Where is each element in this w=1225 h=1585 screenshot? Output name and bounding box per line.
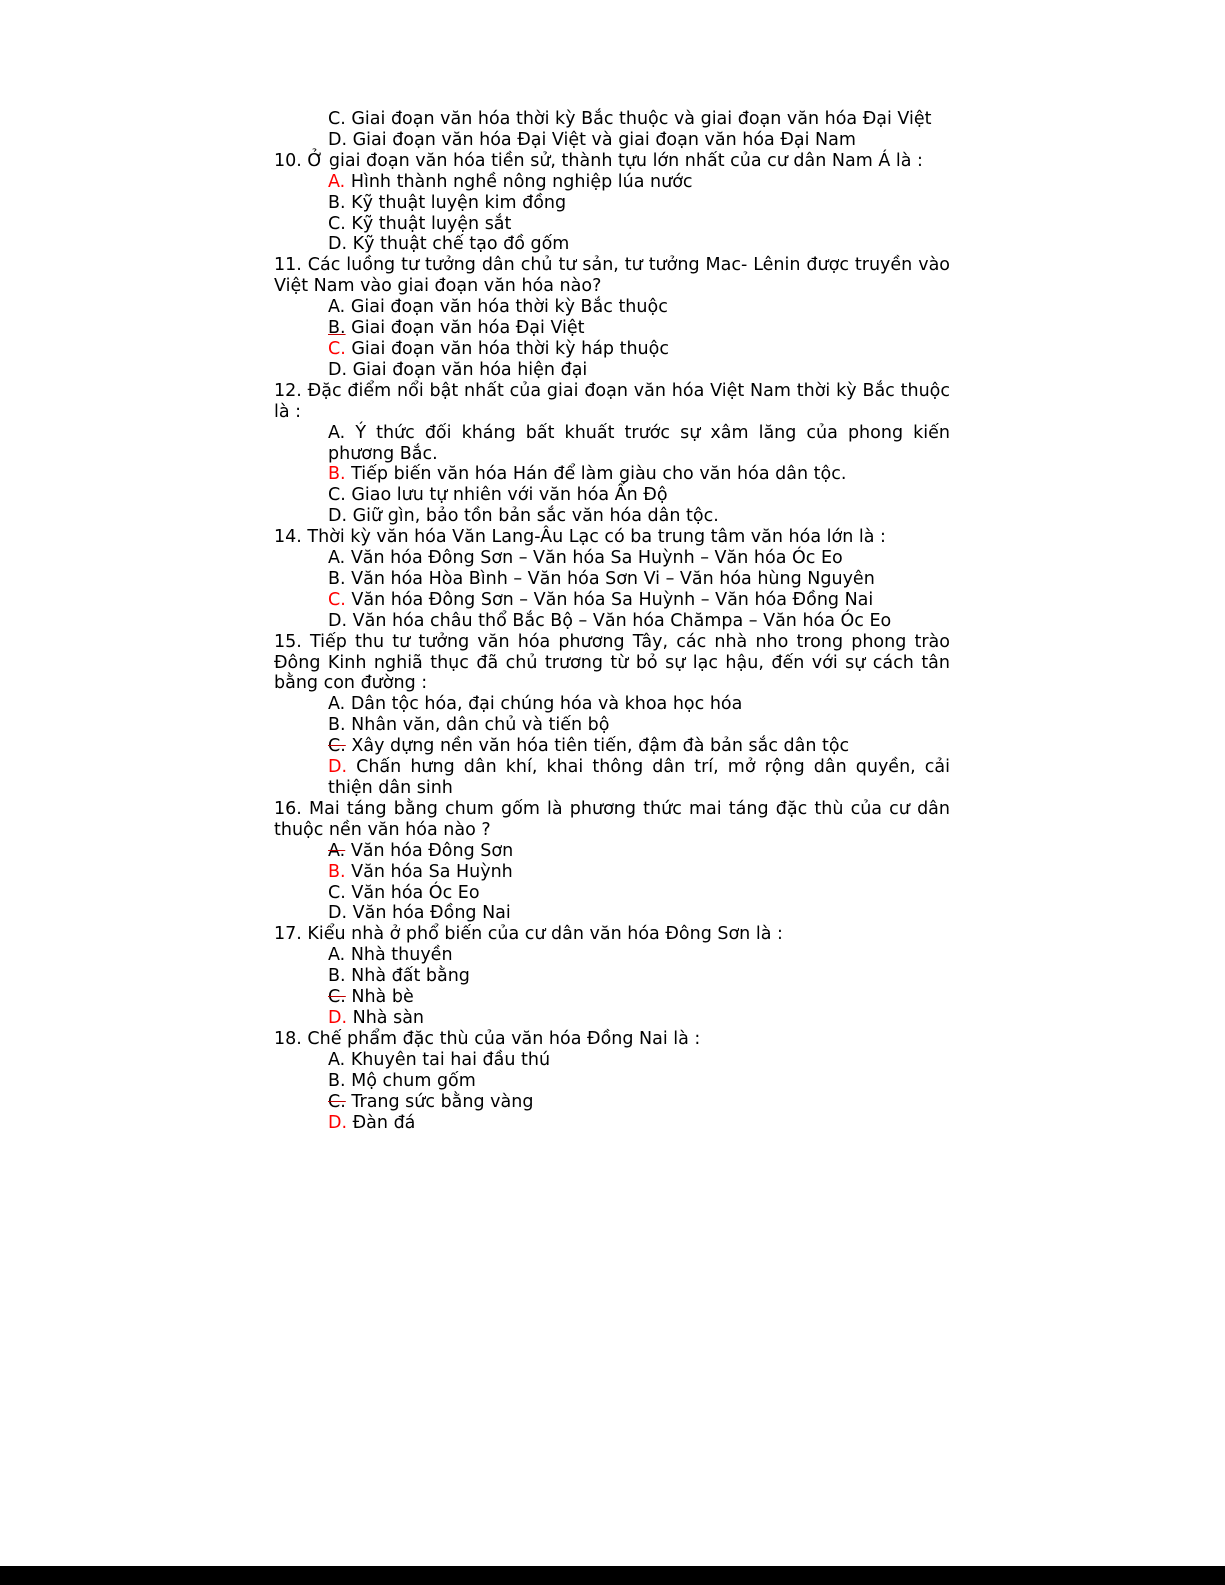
answer-option — [328, 423, 950, 465]
option-key: C. — [328, 1091, 346, 1112]
option-key: B. — [328, 192, 346, 213]
option-key: D. — [328, 506, 348, 527]
option-text: Đàn đá — [352, 1112, 416, 1133]
option-text: Trang sức bằng vàng — [351, 1091, 534, 1112]
option-key: D. — [328, 1007, 348, 1028]
question-text: 12. Đặc điểm nổi bật nhất của giai đoạn văn hóa Việt Nam thời kỳ Bắc thuộc là : — [274, 380, 950, 422]
option-key: C. — [328, 338, 346, 359]
question-text: 11. Các luồng tư tưởng dân chủ tư sản, tư tưởng Mac- Lênin được truyền vào Việt Nam vào giai đoạn văn hóa nào? — [274, 255, 950, 297]
answer-option — [328, 360, 950, 381]
option-key: A. — [328, 694, 346, 715]
answer-option — [328, 297, 950, 318]
answer-option — [328, 130, 950, 151]
option-key: D. — [328, 1112, 348, 1133]
option-key: C. — [328, 987, 346, 1008]
option-key: D. — [328, 129, 348, 150]
answer-option — [328, 883, 950, 904]
option-key: D. — [328, 903, 348, 924]
answer-option — [328, 903, 950, 924]
option-text: Kỹ thuật luyện sắt — [351, 213, 512, 234]
option-text: Giai đoạn văn hóa Đại Việt và giai đoạn văn hóa Đại Nam — [352, 129, 856, 150]
option-text: Văn hóa Hòa Bình – Văn hóa Sơn Vi – Văn hóa hùng Nguyên — [351, 568, 875, 589]
option-key: A. — [328, 171, 346, 192]
option-key: C. — [328, 736, 346, 757]
option-key: C. — [328, 589, 346, 610]
answer-option — [328, 339, 950, 360]
answer-option — [328, 590, 950, 611]
answer-option — [328, 109, 950, 130]
question-text: 15. Tiếp thu tư tưởng văn hóa phương Tây, các nhà nho trong phong trào Đông Kinh nghiã thục đã chủ trương từ bỏ sự lạc hậu, đến với sự cách tân bằng con đường : — [274, 631, 950, 694]
answer-option — [328, 736, 950, 757]
option-text: Nhà sàn — [352, 1007, 425, 1028]
option-text: Tiếp biến văn hóa Hán để làm giàu cho văn hóa dân tộc. — [351, 464, 847, 485]
option-key: A. — [328, 1049, 346, 1070]
option-key: D. — [328, 234, 348, 255]
option-text: Chấn hưng dân khí, khai thông dân trí, mở rộng dân quyền, cải thiện dân sinh — [328, 757, 950, 798]
answer-option — [328, 318, 950, 339]
option-text: Nhà thuyền — [350, 945, 453, 966]
option-key: B. — [328, 715, 346, 736]
option-text: Giữ gìn, bảo tồn bản sắc văn hóa dân tộc. — [352, 506, 719, 527]
answer-option — [328, 966, 950, 987]
answer-option — [328, 611, 950, 632]
option-text: Nhà bè — [351, 987, 414, 1008]
option-key: B. — [328, 1070, 346, 1091]
option-text: Dân tộc hóa, đại chúng hóa và khoa học hóa — [350, 694, 743, 715]
answer-option — [328, 945, 950, 966]
option-text: Ý thức đối kháng bất khuất trước sự xâm lăng của phong kiến phương Bắc. — [328, 422, 950, 464]
option-key: A. — [328, 945, 346, 966]
option-text: Văn hóa Đồng Nai — [352, 903, 511, 924]
option-key: B. — [328, 966, 346, 987]
option-key: D. — [328, 359, 348, 380]
answer-option — [328, 694, 950, 715]
option-text: Văn hóa châu thổ Bắc Bộ – Văn hóa Chămpa – Văn hóa Óc Eo — [352, 610, 892, 631]
answer-option — [328, 1071, 950, 1092]
option-key: A. — [328, 840, 346, 861]
bottom-rule — [0, 1566, 1225, 1585]
option-text: Giai đoạn văn hóa thời kỳ Bắc thuộc và giai đoạn văn hóa Đại Việt — [351, 109, 932, 129]
answer-option — [328, 548, 950, 569]
answer-option — [328, 1008, 950, 1029]
option-key: D. — [328, 757, 348, 778]
answer-option — [328, 485, 950, 506]
answer-option — [328, 464, 950, 485]
option-text: Hình thành nghề nông nghiệp lúa nước — [350, 171, 693, 192]
option-key: A. — [328, 422, 346, 443]
option-text: Nhân văn, dân chủ và tiến bộ — [351, 715, 610, 736]
question-text: 10. Ở giai đoạn văn hóa tiền sử, thành tựu lớn nhất của cư dân Nam Á là : — [274, 150, 923, 171]
option-text: Văn hóa Sa Huỳnh — [351, 861, 513, 882]
option-text: Nhà đất bằng — [351, 966, 470, 987]
option-key: B. — [328, 464, 346, 485]
option-text: Giai đoạn văn hóa thời kỳ Bắc thuộc — [350, 297, 668, 318]
option-text: Giai đoạn văn hóa Đại Việt — [351, 318, 585, 339]
option-key: C. — [328, 213, 346, 234]
answer-option — [328, 757, 950, 799]
answer-option — [328, 1092, 950, 1113]
answer-option — [328, 862, 950, 883]
quiz-document — [0, 109, 1225, 1133]
option-text: Khuyên tai hai đầu thú — [350, 1049, 551, 1070]
answer-option — [328, 569, 950, 590]
option-key: B. — [328, 861, 346, 882]
option-key: A. — [328, 297, 346, 318]
option-key: C. — [328, 109, 346, 129]
answer-option — [328, 841, 950, 862]
option-text: Văn hóa Óc Eo — [351, 882, 480, 903]
option-text: Giai đoạn văn hóa hiện đại — [352, 359, 588, 380]
option-key: A. — [328, 548, 346, 569]
answer-option — [328, 987, 950, 1008]
option-key: D. — [328, 610, 348, 631]
option-text: Xây dựng nền văn hóa tiên tiến, đậm đà bản sắc dân tộc — [351, 736, 850, 757]
option-text: Kỹ thuật chế tạo đồ gốm — [352, 234, 570, 255]
option-text: Mộ chum gốm — [351, 1070, 476, 1091]
answer-option — [328, 506, 950, 527]
option-text: Giai đoạn văn hóa thời kỳ háp thuộc — [351, 338, 669, 359]
answer-option — [328, 715, 950, 736]
option-text: Văn hóa Đông Sơn – Văn hóa Sa Huỳnh – Văn hóa Óc Eo — [350, 548, 843, 569]
question-text: 14. Thời kỳ văn hóa Văn Lang-Âu Lạc có ba trung tâm văn hóa lớn là : — [274, 527, 886, 548]
answer-option — [328, 1050, 950, 1071]
option-text: Giao lưu tự nhiên với văn hóa Ấn Độ — [351, 485, 668, 506]
option-text: Văn hóa Đông Sơn — [350, 840, 514, 861]
question-text: 16. Mai táng bằng chum gốm là phương thức mai táng đặc thù của cư dân thuộc nền văn hóa nào ? — [274, 798, 950, 840]
answer-option — [328, 214, 950, 235]
question-text: 18. Chế phẩm đặc thù của văn hóa Đồng Nai là : — [274, 1028, 701, 1049]
option-key: C. — [328, 485, 346, 506]
option-key: B. — [328, 318, 346, 339]
option-text: Kỹ thuật luyện kim đồng — [351, 192, 567, 213]
answer-option — [328, 193, 950, 214]
option-key: C. — [328, 882, 346, 903]
option-text: Văn hóa Đông Sơn – Văn hóa Sa Huỳnh – Văn hóa Đồng Nai — [351, 589, 874, 610]
question-text: 17. Kiểu nhà ở phổ biến của cư dân văn hóa Đông Sơn là : — [274, 924, 783, 945]
answer-option — [328, 234, 950, 255]
answer-option — [328, 1113, 950, 1134]
option-key: B. — [328, 568, 346, 589]
answer-option — [328, 172, 950, 193]
